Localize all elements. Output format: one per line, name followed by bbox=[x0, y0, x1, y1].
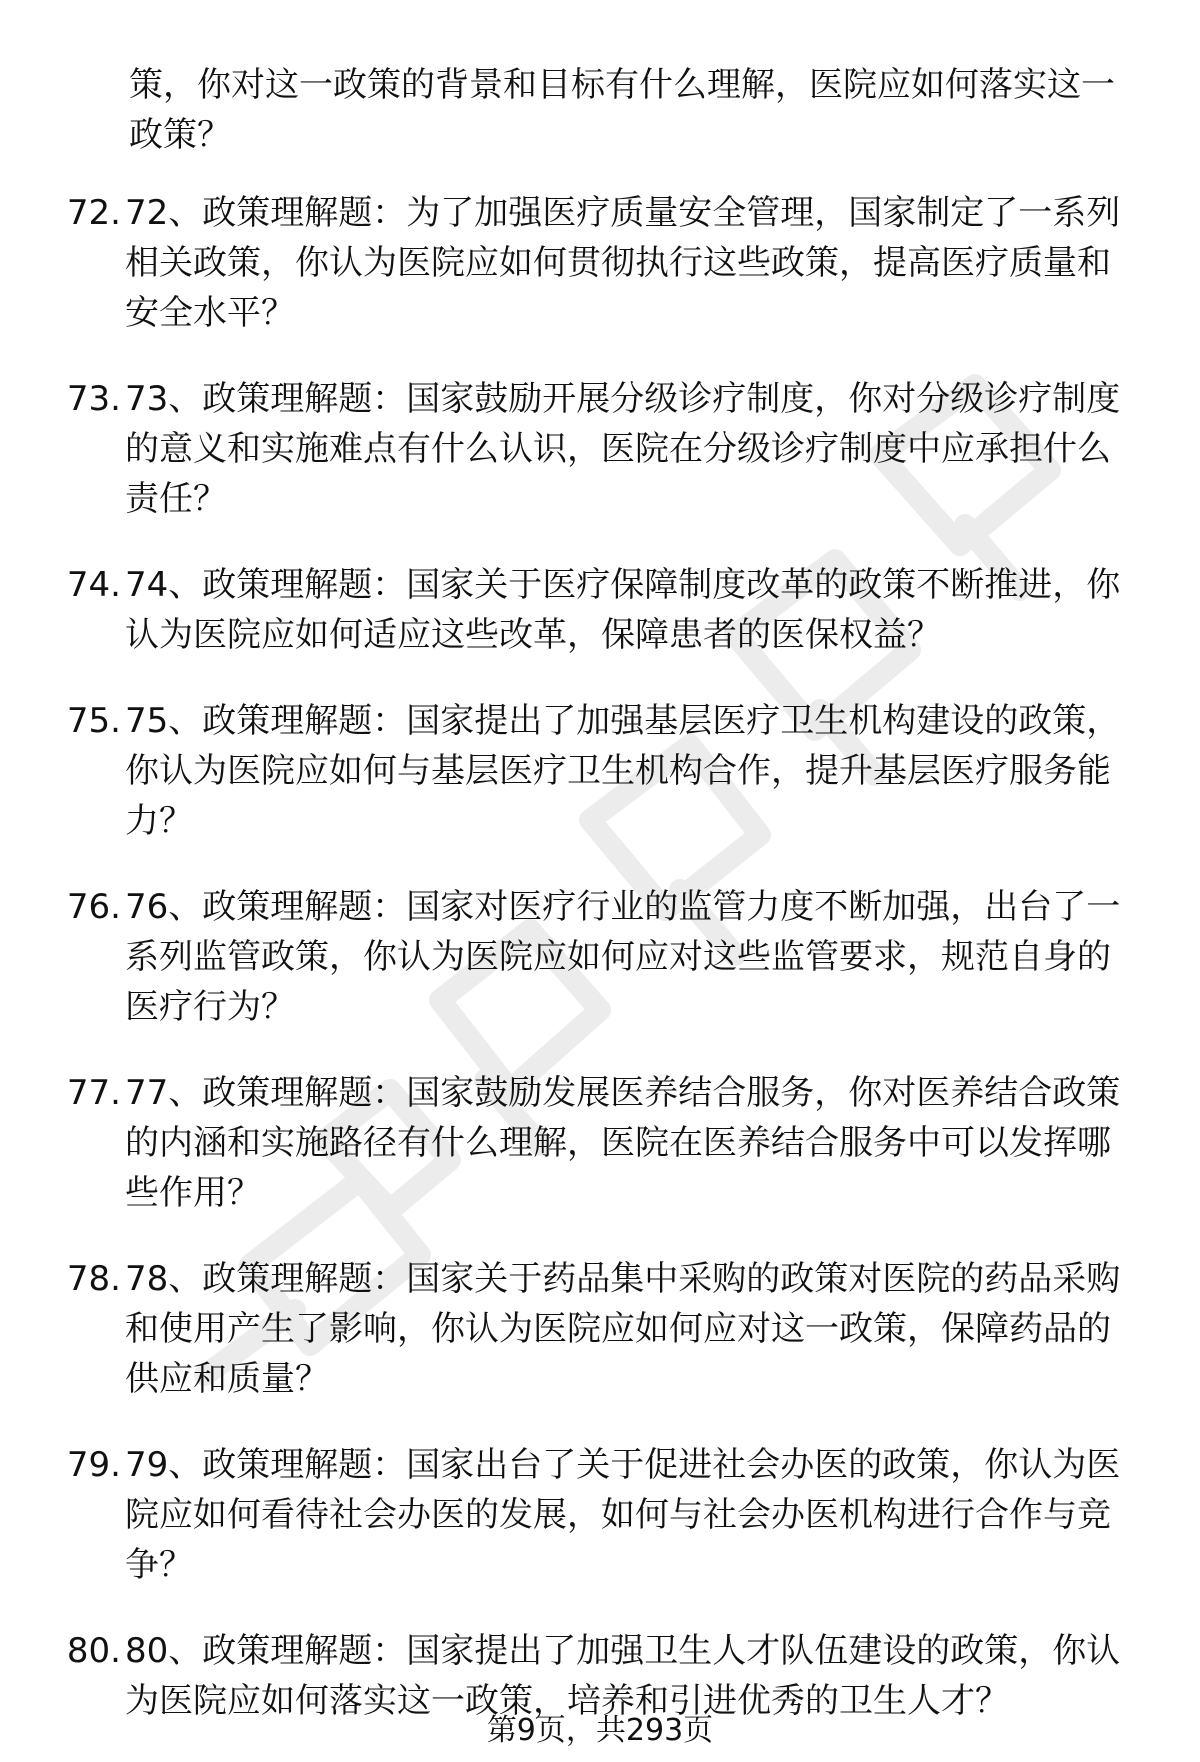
question-text: 76、政策理解题：国家对医疗行业的监管力度不断加强，出台了一系列监管政策，你认为医院应如何应对这些监管要求，规范自身的医疗行为？ bbox=[125, 887, 1121, 1027]
question-text: 72、政策理解题：为了加强医疗质量安全管理，国家制定了一系列相关政策，你认为医院应如何贯彻执行这些政策，提高医疗质量和安全水平？ bbox=[125, 193, 1121, 333]
question-text: 75、政策理解题：国家提出了加强基层医疗卫生机构建设的政策，你认为医院应如何与基层医疗卫生机构合作，提升基层医疗服务能力？ bbox=[125, 701, 1121, 841]
question-item bbox=[0, 1254, 1200, 1404]
question-item bbox=[0, 560, 1200, 660]
question-number: 79. bbox=[66, 1445, 121, 1485]
question-item bbox=[0, 1626, 1200, 1726]
question-number: 78. bbox=[66, 1259, 121, 1299]
question-text: 78、政策理解题：国家关于药品集中采购的政策对医院的药品采购和使用产生了影响，你认为医院应如何应对这一政策，保障药品的供应和质量？ bbox=[125, 1259, 1121, 1399]
question-text: 73、政策理解题：国家鼓励开展分级诊疗制度，你对分级诊疗制度的意义和实施难点有什么认识，医院在分级诊疗制度中应承担什么责任？ bbox=[125, 379, 1121, 519]
question-list bbox=[0, 188, 1200, 1762]
question-number: 76. bbox=[66, 887, 121, 927]
question-number: 72. bbox=[66, 193, 121, 233]
question-number: 77. bbox=[66, 1073, 121, 1113]
question-number: 80. bbox=[66, 1631, 121, 1671]
continued-question-text: 策，你对这一政策的背景和目标有什么理解，医院应如何落实这一政策？ bbox=[129, 65, 1115, 155]
question-text: 79、政策理解题：国家出台了关于促进社会办医的政策，你认为医院应如何看待社会办医的发展，如何与社会办医机构进行合作与竞争？ bbox=[125, 1445, 1121, 1585]
question-number: 74. bbox=[66, 565, 121, 605]
question-item bbox=[0, 1440, 1200, 1590]
question-item bbox=[0, 1068, 1200, 1218]
page-footer: 第9页，共293页 bbox=[486, 1713, 714, 1748]
question-number: 75. bbox=[66, 701, 121, 741]
question-text: 80、政策理解题：国家提出了加强卫生人才队伍建设的政策，你认为医院应如何落实这一政策，培养和引进优秀的卫生人才？ bbox=[125, 1631, 1121, 1721]
question-item bbox=[0, 696, 1200, 846]
question-text: 77、政策理解题：国家鼓励发展医养结合服务，你对医养结合政策的内涵和实施路径有什么理解，医院在医养结合服务中可以发挥哪些作用？ bbox=[125, 1073, 1121, 1213]
question-item bbox=[0, 188, 1200, 338]
question-item bbox=[0, 882, 1200, 1032]
question-text: 74、政策理解题：国家关于医疗保障制度改革的政策不断推进，你认为医院应如何适应这些改革，保障患者的医保权益？ bbox=[125, 565, 1121, 655]
question-number: 73. bbox=[66, 379, 121, 419]
question-item bbox=[0, 374, 1200, 524]
